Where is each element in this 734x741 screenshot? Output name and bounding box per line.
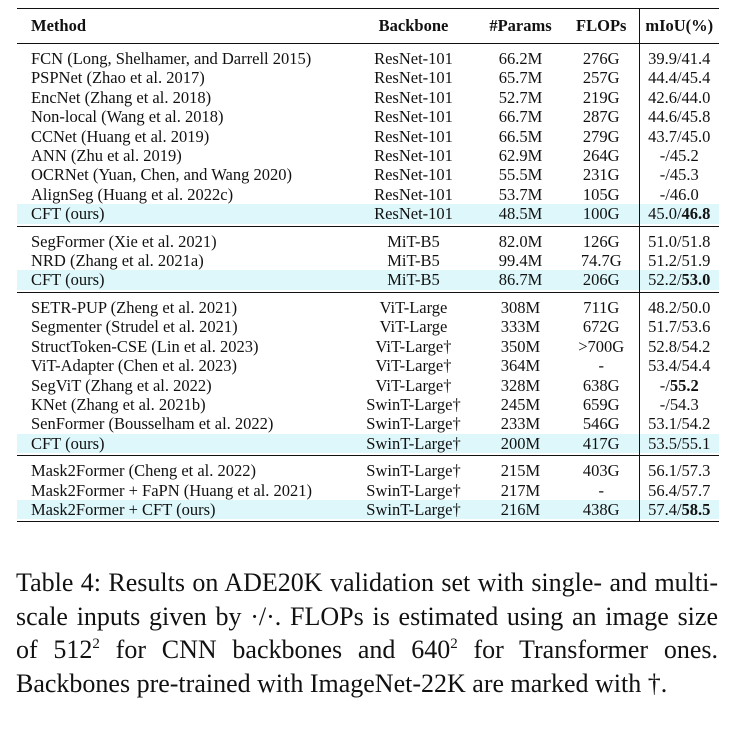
cell-method: CCNet (Huang et al. 2019) [31,126,210,146]
group-spacer [17,519,719,522]
cell-backbone: ViT-Large† [375,336,452,356]
cell-backbone: ResNet-101 [374,184,453,204]
table-row [17,356,719,375]
miou-multi-scale: 58.5 [681,499,711,519]
cell-flops: 659G [582,394,620,414]
cell-miou [639,461,719,480]
cell-flops: 276G [582,49,620,68]
caption-part-1: Table 4: Results on ADE20K validation set with single- and multi-scale inputs given by ·/·. FLOPs is estimated using an image size of [16,568,718,665]
cell-params: 86.7M [477,270,564,289]
cell-backbone: ResNet-101 [374,126,453,146]
header-params: #Params [489,16,552,36]
cell-miou [639,107,719,126]
cell-params: 99.4M [498,251,543,271]
miou-separator: / [665,394,670,414]
cell-miou [639,481,719,500]
cell-backbone: MiT-B5 [387,251,440,271]
header-method: Method [31,16,86,36]
cell-backbone: SwinT-Large† [350,500,477,519]
cell-miou [639,146,719,165]
miou-separator: / [676,499,682,519]
miou-multi-scale: 41.4 [681,49,711,68]
miou-single-scale: 52.8 [648,336,677,356]
cell-method: Mask2Former (Cheng et al. 2022) [31,461,256,481]
cell-params: 66.7M [498,107,543,127]
cell-backbone: SwinT-Large† [366,461,461,481]
miou-multi-scale: 45.0 [681,126,711,146]
cell-miou [639,434,719,453]
table-row [17,500,719,519]
table-group [17,456,719,522]
cell-method: Mask2Former + FaPN (Huang et al. 2021) [31,480,313,500]
cell-miou [639,185,719,204]
miou-single-scale: 39.9 [648,49,677,68]
cell-flops: 279G [582,126,620,146]
cell-flops: 672G [582,317,620,337]
table-row [17,165,719,184]
cell-miou [639,165,719,184]
miou-single-scale: 43.7 [648,126,677,146]
table-group [17,44,719,227]
cell-method: FCN (Long, Shelhamer, and Darrell 2015) [31,49,312,68]
table-row [17,232,719,251]
miou-separator: / [676,480,682,500]
cell-backbone: ResNet-101 [374,49,453,68]
cell-backbone: MiT-B5 [350,270,477,289]
table-group [17,292,719,455]
cell-method: SenFormer (Bousselham et al. 2022) [31,414,274,434]
cell-flops: 638G [582,375,620,395]
cell-miou [639,127,719,146]
table-row [17,107,719,126]
miou-separator: / [676,107,682,127]
cell-method: SegFormer (Xie et al. 2021) [31,231,217,251]
cell-method: OCRNet (Yuan, Chen, and Wang 2020) [31,165,292,185]
miou-single-scale: 53.5 [648,433,677,453]
miou-multi-scale: 45.2 [669,146,699,166]
cell-method: NRD (Zhang et al. 2021a) [31,251,204,271]
cell-params: 215M [500,461,541,481]
cell-params: 52.7M [498,87,543,107]
cell-params: 200M [477,434,564,453]
cell-params: 55.5M [498,165,543,185]
cell-flops: 100G [564,204,639,223]
miou-single-scale: 44.6 [648,107,677,127]
cell-miou [639,298,719,317]
miou-separator: / [665,184,670,204]
miou-multi-scale: 50.0 [681,297,711,317]
cell-flops: 417G [564,434,639,453]
cell-method: KNet (Zhang et al. 2021b) [31,394,206,414]
cell-params: 66.5M [498,126,543,146]
miou-multi-scale: 55.1 [681,433,711,453]
cell-miou [639,395,719,414]
cell-flops: 546G [582,414,620,434]
miou-single-scale: 52.2 [648,270,677,290]
cell-params: 216M [477,500,564,519]
table-group [17,226,719,292]
miou-multi-scale: 51.9 [681,251,711,271]
cell-flops: 287G [582,107,620,127]
cell-params: 333M [500,317,541,337]
cell-params: 364M [500,356,541,376]
cell-method: CFT (ours) [17,270,350,289]
cell-miou [639,49,719,68]
cell-miou [639,500,719,519]
table-row [17,434,719,453]
miou-multi-scale: 54.2 [681,414,711,434]
table-row [17,270,719,289]
cell-flops: 403G [582,461,620,481]
cell-flops: 105G [582,184,620,204]
cell-miou [639,251,719,270]
miou-multi-scale: 55.2 [669,375,699,395]
header-miou: mIoU(%) [639,9,719,44]
cell-miou [639,376,719,395]
cell-params: 48.5M [477,204,564,223]
cell-backbone: SwinT-Large† [350,434,477,453]
caption-cnn-exponent: 2 [92,636,100,653]
table-header [17,9,719,44]
cell-params: 65.7M [498,68,543,88]
table-row [17,414,719,433]
caption-transformer-exponent: 2 [450,636,458,653]
miou-multi-scale: 45.3 [669,165,699,185]
cell-flops: - [598,480,604,500]
miou-single-scale: 51.7 [648,317,677,337]
table-row [17,317,719,336]
cell-backbone: ViT-Large† [375,356,452,376]
cell-backbone: ResNet-101 [374,87,453,107]
miou-separator: / [676,87,682,107]
cell-backbone: ViT-Large† [375,375,452,395]
miou-multi-scale: 54.2 [681,336,711,356]
cell-method: CFT (ours) [17,434,350,453]
cell-backbone: ViT-Large [379,297,448,317]
results-table [17,8,719,522]
cell-method: EncNet (Zhang et al. 2018) [31,87,212,107]
cell-params: 233M [500,414,541,434]
cell-miou [639,270,719,289]
table-row [17,481,719,500]
cell-params: 328M [500,375,541,395]
miou-single-scale: - [659,165,666,185]
results-table-container [17,8,719,522]
table-row [17,376,719,395]
cell-miou [639,317,719,336]
cell-method: Mask2Former + CFT (ours) [17,500,350,519]
cell-miou [639,337,719,356]
miou-separator: / [676,251,682,271]
cell-miou [639,204,719,223]
cell-flops: 257G [582,68,620,88]
cell-method: Segmenter (Strudel et al. 2021) [31,317,238,337]
miou-single-scale: 56.1 [648,461,677,481]
table-row [17,185,719,204]
cell-flops: 438G [564,500,639,519]
miou-separator: / [676,231,682,251]
cell-params: 308M [500,297,541,317]
miou-separator: / [676,336,682,356]
miou-multi-scale: 45.4 [681,68,711,88]
miou-single-scale: 51.2 [648,251,677,271]
miou-separator: / [676,317,682,337]
miou-multi-scale: 54.3 [669,394,699,414]
cell-method: PSPNet (Zhao et al. 2017) [31,68,205,88]
cell-miou [639,88,719,107]
miou-separator: / [676,68,682,88]
cell-flops: - [598,356,604,376]
cell-flops: 126G [582,231,620,251]
table-row [17,88,719,107]
miou-separator: / [676,204,682,224]
miou-separator: / [676,414,682,434]
cell-params: 62.9M [498,146,543,166]
cell-flops: 74.7G [580,251,622,271]
table-row [17,461,719,480]
table-row [17,146,719,165]
cell-miou [639,414,719,433]
cell-backbone: ViT-Large [379,317,448,337]
cell-params: 66.2M [498,49,543,68]
cell-flops: 711G [583,297,620,317]
miou-multi-scale: 57.3 [681,461,711,481]
miou-single-scale: 51.0 [648,231,677,251]
caption-text [16,566,718,700]
cell-flops: 219G [582,87,620,107]
miou-multi-scale: 53.0 [681,270,711,290]
cell-params: 217M [500,480,541,500]
miou-single-scale: 56.4 [648,480,677,500]
table-row [17,49,719,68]
cell-backbone: SwinT-Large† [366,414,461,434]
miou-separator: / [665,375,670,395]
miou-separator: / [676,126,682,146]
cell-params: 350M [500,336,541,356]
table-row [17,127,719,146]
miou-separator: / [676,49,682,68]
cell-method: SegViT (Zhang et al. 2022) [31,375,212,395]
miou-multi-scale: 46.8 [681,204,711,224]
cell-flops: 206G [564,270,639,289]
cell-params: 82.0M [498,231,543,251]
cell-params: 53.7M [498,184,543,204]
miou-multi-scale: 57.7 [681,480,711,500]
miou-single-scale: - [659,394,666,414]
miou-multi-scale: 51.8 [681,231,711,251]
cell-backbone: ResNet-101 [350,204,477,223]
cell-miou [639,356,719,375]
cell-method: ANN (Zhu et al. 2019) [31,146,182,166]
miou-single-scale: 53.1 [648,414,677,434]
cell-backbone: ResNet-101 [374,165,453,185]
cell-backbone: ResNet-101 [374,68,453,88]
miou-separator: / [676,433,682,453]
cell-miou [639,232,719,251]
table-row [17,204,719,223]
table-row [17,298,719,317]
cell-flops: 264G [582,146,620,166]
cell-params: 245M [500,394,541,414]
miou-single-scale: 44.4 [648,68,677,88]
cell-backbone: ResNet-101 [374,107,453,127]
cell-backbone: SwinT-Large† [366,480,461,500]
table-row [17,337,719,356]
cell-method: Non-local (Wang et al. 2018) [31,107,224,127]
miou-multi-scale: 54.4 [681,356,711,376]
miou-single-scale: 42.6 [648,87,677,107]
miou-separator: / [676,461,682,481]
caption-part-3: for Transformer ones. Backbones pre-trained with ImageNet-22K are marked with †. [16,635,718,698]
miou-single-scale: 48.2 [648,297,677,317]
cell-miou [639,68,719,87]
cell-method: CFT (ours) [17,204,350,223]
miou-multi-scale: 46.0 [669,184,699,204]
miou-separator: / [676,356,682,376]
miou-separator: / [665,146,670,166]
miou-single-scale: - [659,184,666,204]
miou-multi-scale: 45.8 [681,107,711,127]
caption-part-2: for CNN backbones and [99,635,412,665]
table-row [17,251,719,270]
caption-transformer-size: 640 [411,635,451,665]
cell-method: StructToken-CSE (Lin et al. 2023) [31,336,259,356]
table-row [17,68,719,87]
miou-single-scale: - [659,146,666,166]
table-row [17,395,719,414]
cell-flops: 231G [582,165,620,185]
miou-separator: / [676,297,682,317]
miou-single-scale: - [659,375,666,395]
miou-multi-scale: 53.6 [681,317,711,337]
cell-method: SETR-PUP (Zheng et al. 2021) [31,297,238,317]
cell-flops: >700G [578,336,625,356]
header-flops: FLOPs [576,16,627,36]
cell-backbone: MiT-B5 [387,231,440,251]
miou-separator: / [676,270,682,290]
cell-method: AlignSeg (Huang et al. 2022c) [31,184,234,204]
cell-backbone: ResNet-101 [374,146,453,166]
miou-single-scale: 45.0 [648,204,677,224]
table-caption [16,566,718,700]
miou-single-scale: 57.4 [648,499,677,519]
cell-method: ViT-Adapter (Chen et al. 2023) [31,356,237,376]
header-backbone: Backbone [378,16,449,36]
miou-separator: / [665,165,670,185]
miou-single-scale: 53.4 [648,356,677,376]
caption-cnn-size: 512 [53,635,93,665]
cell-backbone: SwinT-Large† [366,394,461,414]
miou-multi-scale: 44.0 [681,87,711,107]
